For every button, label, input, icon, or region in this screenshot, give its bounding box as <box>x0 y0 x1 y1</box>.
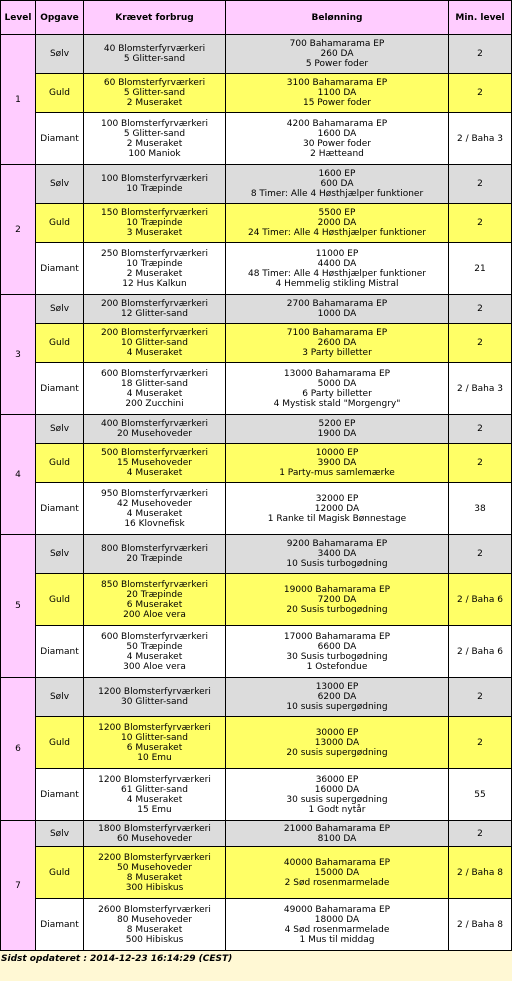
reward-line: 4400 DA <box>317 258 357 269</box>
required-line: 200 Blomsterfyrværkeri <box>101 299 208 309</box>
required-line: 4 Museraket <box>126 794 183 805</box>
required-line: 12 Hus Kalkun <box>122 278 187 289</box>
required-line: 42 Musehoveder <box>116 498 193 509</box>
required-line: 8 Museraket <box>126 924 183 935</box>
required-cell <box>84 74 226 113</box>
reward-line: 2000 DA <box>317 218 357 228</box>
reward-line: 1 Ranke til Magisk Bønnestage <box>267 513 407 524</box>
reward-line: 10 Susis turbogødning <box>286 559 388 569</box>
required-line: 200 Aloe vera <box>123 609 186 620</box>
table-row <box>1 113 512 165</box>
min-level-cell: 2 <box>449 535 512 574</box>
reward-line: 1 Mus til middag <box>299 934 375 945</box>
required-line: 2 Museraket <box>126 138 183 149</box>
required-cell <box>84 363 226 415</box>
reward-line: 5 Power foder <box>305 59 369 69</box>
reward-line: 5500 EP <box>318 208 356 218</box>
required-cell <box>84 165 226 204</box>
task-name-cell: Sølv <box>36 35 84 74</box>
required-line: 400 Blomsterfyrværkeri <box>101 419 208 429</box>
reward-cell <box>226 415 449 444</box>
reward-line: 3400 DA <box>317 549 357 559</box>
header-row <box>1 1 512 35</box>
task-name-cell: Sølv <box>36 165 84 204</box>
required-line: 300 Aloe vera <box>123 661 186 672</box>
required-cell <box>84 415 226 444</box>
min-level-cell: 2 / Baha 6 <box>449 574 512 626</box>
min-level-cell: 2 <box>449 444 512 483</box>
reward-cell <box>226 363 449 415</box>
reward-line: 3100 Bahamarama EP <box>286 78 388 88</box>
table-row <box>1 678 512 717</box>
required-line: 1200 Blomsterfyrværkeri <box>98 687 211 697</box>
required-line: 15 Emu <box>137 804 172 815</box>
reward-line: 3900 DA <box>317 458 357 468</box>
reward-line: 9200 Bahamarama EP <box>286 539 388 549</box>
task-name-cell: Diamant <box>36 113 84 165</box>
table-row <box>1 35 512 74</box>
reward-line: 4 Hemmelig stikling Mistral <box>275 278 399 289</box>
required-line: 5 Glitter-sand <box>123 88 186 98</box>
reward-line: 5000 DA <box>317 378 357 389</box>
reward-line: 15 Power foder <box>302 98 371 108</box>
task-name-cell: Sølv <box>36 535 84 574</box>
table-row <box>1 821 512 847</box>
reward-line: 6200 DA <box>317 692 357 702</box>
reward-cell <box>226 769 449 821</box>
required-line: 150 Blomsterfyrværkeri <box>101 208 208 218</box>
reward-line: 2600 DA <box>317 338 357 348</box>
min-level-cell: 2 <box>449 295 512 324</box>
required-cell <box>84 483 226 535</box>
level-cell: 6 <box>1 678 36 821</box>
reward-line: 2 Sød rosenmarmelade <box>284 877 390 888</box>
reward-line: 30 Susis turbogødning <box>286 651 388 662</box>
required-cell <box>84 113 226 165</box>
reward-line: 7200 DA <box>317 594 357 605</box>
reward-cell <box>226 295 449 324</box>
required-cell <box>84 717 226 769</box>
reward-line: 40000 Bahamarama EP <box>283 857 391 868</box>
reward-line: 12000 DA <box>314 503 360 514</box>
required-line: 40 Blomsterfyrværkeri <box>103 44 206 54</box>
table-body <box>1 35 512 951</box>
min-level-cell: 2 / Baha 6 <box>449 626 512 678</box>
reward-line: 30000 EP <box>315 727 359 738</box>
table-row <box>1 769 512 821</box>
reward-cell <box>226 444 449 483</box>
reward-cell <box>226 74 449 113</box>
reward-line: 2700 Bahamarama EP <box>286 299 388 309</box>
task-name-cell: Sølv <box>36 821 84 847</box>
reward-line: 3 Party billetter <box>302 348 372 358</box>
min-level-cell: 2 <box>449 35 512 74</box>
required-cell <box>84 847 226 899</box>
required-line: 600 Blomsterfyrværkeri <box>101 631 208 642</box>
reward-line: 10000 EP <box>315 448 359 458</box>
reward-line: 2 Hætteand <box>310 148 364 159</box>
required-cell <box>84 243 226 295</box>
level-cell: 1 <box>1 35 36 165</box>
reward-line: 600 DA <box>320 179 354 189</box>
table-row <box>1 574 512 626</box>
task-name-cell: Diamant <box>36 483 84 535</box>
required-line: 2600 Blomsterfyrværkeri <box>98 904 211 915</box>
min-level-cell: 2 / Baha 3 <box>449 113 512 165</box>
required-line: 61 Glitter-sand <box>121 784 188 795</box>
reward-cell <box>226 899 449 951</box>
header-level: Level <box>1 1 36 35</box>
reward-line: 5200 EP <box>318 419 356 429</box>
reward-line: 32000 EP <box>315 493 359 504</box>
reward-cell <box>226 535 449 574</box>
required-line: 1200 Blomsterfyrværkeri <box>98 722 211 733</box>
min-level-cell: 2 <box>449 717 512 769</box>
required-line: 250 Blomsterfyrværkeri <box>101 248 208 259</box>
reward-line: 1 Party-mus samlemærke <box>279 468 395 478</box>
required-line: 5 Glitter-sand <box>123 128 186 139</box>
reward-line: 30 susis supergødning <box>286 794 388 805</box>
required-line: 2 Museraket <box>126 268 183 279</box>
required-line: 30 Glitter-sand <box>121 697 188 707</box>
min-level-cell: 2 <box>449 324 512 363</box>
min-level-cell: 2 / Baha 3 <box>449 363 512 415</box>
task-name-cell: Guld <box>36 204 84 243</box>
required-cell <box>84 626 226 678</box>
required-line: 2 Museraket <box>126 98 183 108</box>
level-cell: 7 <box>1 821 36 951</box>
table-row <box>1 899 512 951</box>
level-cell: 3 <box>1 295 36 415</box>
min-level-cell: 2 / Baha 8 <box>449 847 512 899</box>
required-line: 10 Træpinde <box>126 218 183 228</box>
table-row <box>1 363 512 415</box>
task-name-cell: Guld <box>36 847 84 899</box>
reward-line: 1900 DA <box>317 429 357 439</box>
header-min-level: Min. level <box>449 1 512 35</box>
required-line: 10 Emu <box>137 752 172 763</box>
reward-line: 48 Timer: Alle 4 Høsthjælper funktioner <box>247 268 427 279</box>
reward-line: 1600 DA <box>317 128 357 139</box>
task-name-cell: Guld <box>36 74 84 113</box>
reward-line: 7100 Bahamarama EP <box>286 328 388 338</box>
reward-line: 8100 DA <box>317 833 357 844</box>
table-row <box>1 847 512 899</box>
header-reward: Belønning <box>226 1 449 35</box>
required-line: 500 Blomsterfyrværkeri <box>101 448 208 458</box>
reward-line: 13000 DA <box>314 737 360 748</box>
reward-line: 19000 Bahamarama EP <box>283 584 391 595</box>
min-level-cell: 2 <box>449 821 512 847</box>
required-line: 500 Hibiskus <box>125 934 184 945</box>
required-cell <box>84 769 226 821</box>
required-line: 600 Blomsterfyrværkeri <box>101 368 208 379</box>
reward-cell <box>226 324 449 363</box>
required-cell <box>84 535 226 574</box>
task-name-cell: Guld <box>36 574 84 626</box>
required-line: 1800 Blomsterfyrværkeri <box>98 823 211 834</box>
reward-line: 13000 EP <box>315 682 359 692</box>
required-line: 100 Blomsterfyrværkeri <box>101 174 208 184</box>
reward-line: 20 Susis turbogødning <box>286 604 388 615</box>
required-line: 20 Træpinde <box>126 554 183 564</box>
level-cell: 5 <box>1 535 36 678</box>
required-line: 20 Musehoveder <box>116 429 193 439</box>
min-level-cell: 21 <box>449 243 512 295</box>
min-level-cell: 2 <box>449 165 512 204</box>
reward-line: 21000 Bahamarama EP <box>283 823 391 834</box>
required-line: 16 Klovnefisk <box>124 518 185 529</box>
table-row <box>1 415 512 444</box>
last-updated: Sidst opdateret : 2014-12-23 16:14:29 (CEST) <box>1 954 233 964</box>
required-line: 50 Musehoveder <box>116 862 193 873</box>
reward-line: 24 Timer: Alle 4 Høsthjælper funktioner <box>247 228 427 238</box>
min-level-cell: 2 <box>449 678 512 717</box>
header-task: Opgave <box>36 1 84 35</box>
table-row <box>1 444 512 483</box>
reward-line: 16000 DA <box>314 784 360 795</box>
required-line: 80 Musehoveder <box>116 914 193 925</box>
reward-line: 6600 DA <box>317 641 357 652</box>
reward-cell <box>226 678 449 717</box>
required-line: 2200 Blomsterfyrværkeri <box>98 852 211 863</box>
required-line: 200 Blomsterfyrværkeri <box>101 328 208 338</box>
required-line: 3 Museraket <box>126 228 183 238</box>
task-name-cell: Sølv <box>36 295 84 324</box>
reward-line: 15000 DA <box>314 867 360 878</box>
table-row <box>1 74 512 113</box>
level-cell: 4 <box>1 415 36 535</box>
required-line: 15 Musehoveder <box>116 458 193 468</box>
required-cell <box>84 678 226 717</box>
table-row <box>1 483 512 535</box>
task-name-cell: Diamant <box>36 243 84 295</box>
required-line: 950 Blomsterfyrværkeri <box>101 488 208 499</box>
required-cell <box>84 204 226 243</box>
required-cell <box>84 821 226 847</box>
required-cell <box>84 35 226 74</box>
task-name-cell: Diamant <box>36 769 84 821</box>
reward-line: 4 Sød rosenmarmelade <box>284 924 390 935</box>
reward-line: 6 Party billetter <box>302 388 372 399</box>
reward-line: 1600 EP <box>318 169 356 179</box>
reward-line: 17000 Bahamarama EP <box>283 631 391 642</box>
min-level-cell: 2 / Baha 8 <box>449 899 512 951</box>
reward-line: 10 susis supergødning <box>286 702 388 712</box>
min-level-cell: 55 <box>449 769 512 821</box>
required-line: 4 Museraket <box>126 508 183 519</box>
reward-cell <box>226 717 449 769</box>
reward-cell <box>226 626 449 678</box>
task-name-cell: Diamant <box>36 899 84 951</box>
required-line: 5 Glitter-sand <box>123 54 186 64</box>
reward-line: 49000 Bahamarama EP <box>283 904 391 915</box>
task-name-cell: Guld <box>36 324 84 363</box>
required-line: 12 Glitter-sand <box>121 309 188 319</box>
required-line: 8 Museraket <box>126 872 183 883</box>
required-line: 4 Museraket <box>126 651 183 662</box>
required-cell <box>84 574 226 626</box>
reward-cell <box>226 113 449 165</box>
task-name-cell: Guld <box>36 444 84 483</box>
min-level-cell: 2 <box>449 415 512 444</box>
required-cell <box>84 324 226 363</box>
table-row <box>1 165 512 204</box>
reward-line: 700 Bahamarama EP <box>289 39 385 49</box>
table-row <box>1 535 512 574</box>
task-name-cell: Sølv <box>36 415 84 444</box>
reward-cell <box>226 574 449 626</box>
reward-line: 18000 DA <box>314 914 360 925</box>
table-row <box>1 717 512 769</box>
required-line: 6 Museraket <box>126 599 183 610</box>
required-line: 1200 Blomsterfyrværkeri <box>98 774 211 785</box>
required-line: 20 Træpinde <box>126 589 183 600</box>
reward-line: 4200 Bahamarama EP <box>286 118 388 129</box>
table-row <box>1 324 512 363</box>
required-line: 100 Blomsterfyrværkeri <box>101 118 208 129</box>
reward-cell <box>226 35 449 74</box>
task-name-cell: Sølv <box>36 678 84 717</box>
table-row <box>1 204 512 243</box>
reward-cell <box>226 483 449 535</box>
required-line: 10 Træpinde <box>126 184 183 194</box>
header-required: Krævet forbrug <box>84 1 226 35</box>
min-level-cell: 2 <box>449 74 512 113</box>
required-line: 60 Blomsterfyrværkeri <box>103 78 206 88</box>
table-row <box>1 295 512 324</box>
task-name-cell: Diamant <box>36 363 84 415</box>
reward-line: 1100 DA <box>317 88 357 98</box>
required-cell <box>84 899 226 951</box>
reward-cell <box>226 821 449 847</box>
min-level-cell: 38 <box>449 483 512 535</box>
required-line: 4 Museraket <box>126 388 183 399</box>
reward-line: 11000 EP <box>315 248 359 259</box>
required-line: 10 Glitter-sand <box>121 338 188 348</box>
level-cell: 2 <box>1 165 36 295</box>
task-name-cell: Guld <box>36 717 84 769</box>
reward-line: 20 susis supergødning <box>286 747 388 758</box>
required-line: 10 Glitter-sand <box>121 732 188 743</box>
required-line: 60 Musehoveder <box>116 833 193 844</box>
reward-line: 13000 Bahamarama EP <box>283 368 391 379</box>
reward-line: 1000 DA <box>317 309 357 319</box>
required-line: 50 Træpinde <box>126 641 183 652</box>
required-line: 800 Blomsterfyrværkeri <box>101 544 208 554</box>
reward-line: 8 Timer: Alle 4 Høsthjælper funktioner <box>250 189 424 199</box>
reward-cell <box>226 243 449 295</box>
required-line: 6 Museraket <box>126 742 183 753</box>
required-line: 4 Museraket <box>126 468 183 478</box>
reward-line: 4 Mystisk stald "Morgengry" <box>273 398 401 409</box>
table-row <box>1 626 512 678</box>
required-line: 10 Træpinde <box>126 258 183 269</box>
required-cell <box>84 444 226 483</box>
required-line: 100 Maniok <box>128 148 181 159</box>
reward-line: 30 Power foder <box>302 138 371 149</box>
reward-line: 1 Godt nytår <box>308 804 366 815</box>
required-line: 850 Blomsterfyrværkeri <box>101 579 208 590</box>
required-cell <box>84 295 226 324</box>
required-line: 4 Museraket <box>126 348 183 358</box>
required-line: 18 Glitter-sand <box>121 378 188 389</box>
required-line: 200 Zucchini <box>125 398 184 409</box>
reward-line: 260 DA <box>320 49 354 59</box>
task-name-cell: Diamant <box>36 626 84 678</box>
table-row <box>1 243 512 295</box>
reward-cell <box>226 847 449 899</box>
required-line: 300 Hibiskus <box>125 882 184 893</box>
reward-cell <box>226 165 449 204</box>
reward-line: 36000 EP <box>315 774 359 785</box>
reward-line: 1 Ostefondue <box>306 661 368 672</box>
reward-cell <box>226 204 449 243</box>
min-level-cell: 2 <box>449 204 512 243</box>
